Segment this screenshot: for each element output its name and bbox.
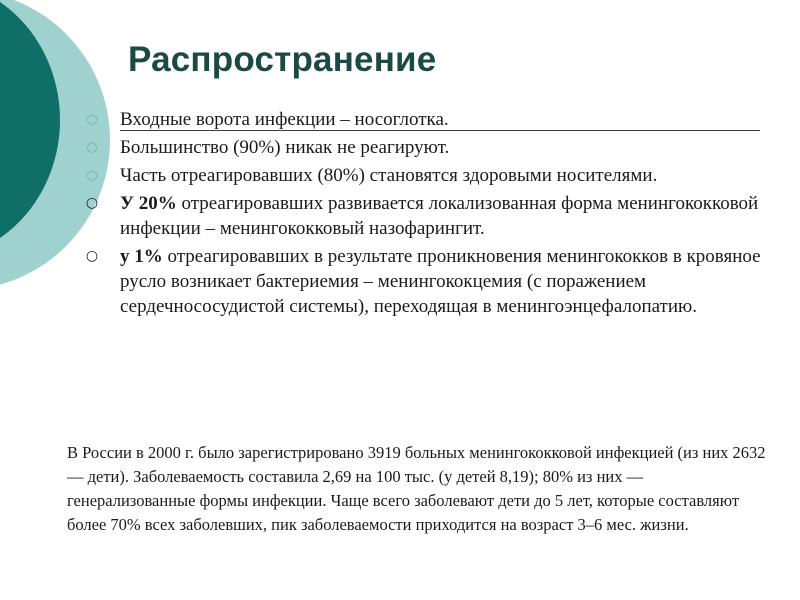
bullet-bold-text: У 20%: [120, 193, 177, 214]
hollow-circle-icon: ○: [86, 140, 98, 155]
hollow-circle-icon: ○: [85, 248, 99, 264]
bullet-item: [80, 107, 770, 132]
hollow-circle-icon: ○: [86, 168, 98, 183]
divider-line: [120, 130, 760, 131]
bullet-item: [80, 163, 770, 188]
bullet-bold-text: у 1%: [120, 246, 163, 267]
bullet-text: Часть отреагировавших (80%) становятся здоровыми носителями.: [120, 165, 658, 186]
bullet-text: Входные ворота инфекции – носоглотка.: [120, 109, 449, 130]
hollow-circle-icon: ○: [86, 112, 98, 127]
bullet-text: Большинство (90%) никак не реагируют.: [120, 137, 450, 158]
bullet-item: [80, 191, 770, 241]
bullet-item: [80, 244, 770, 319]
bullet-item: [80, 135, 770, 160]
hollow-circle-icon: ○: [85, 195, 99, 211]
statistics-note: В России в 2000 г. было зарегистрировано 3919 больных менингококковой инфекцией (из них 2632 — дети). Заболеваемость составила 2,69 на 100 тыс. (у детей 8,19); 80% из них — генерализованные формы инфекции. Чаще всего заболевают дети до 5 лет, которые составляют более 70% всех заболевших, пик заболеваемости приходится на возраст 3–6 мес. жизни.: [67, 443, 766, 534]
bullet-text: отреагировавших развивается локализованная форма менингококковой инфекции – менингококковый назофарингит.: [120, 193, 759, 239]
slide-title: Распространение: [128, 40, 437, 79]
bullet-text: отреагировавших в результате проникновения менингококков в кровяное русло возникает бактериемия – менингококцемия (с поражением сердечнососудистой системы), переходящая в менингоэнцефалопатию.: [120, 246, 761, 317]
bullet-list: [80, 107, 770, 322]
